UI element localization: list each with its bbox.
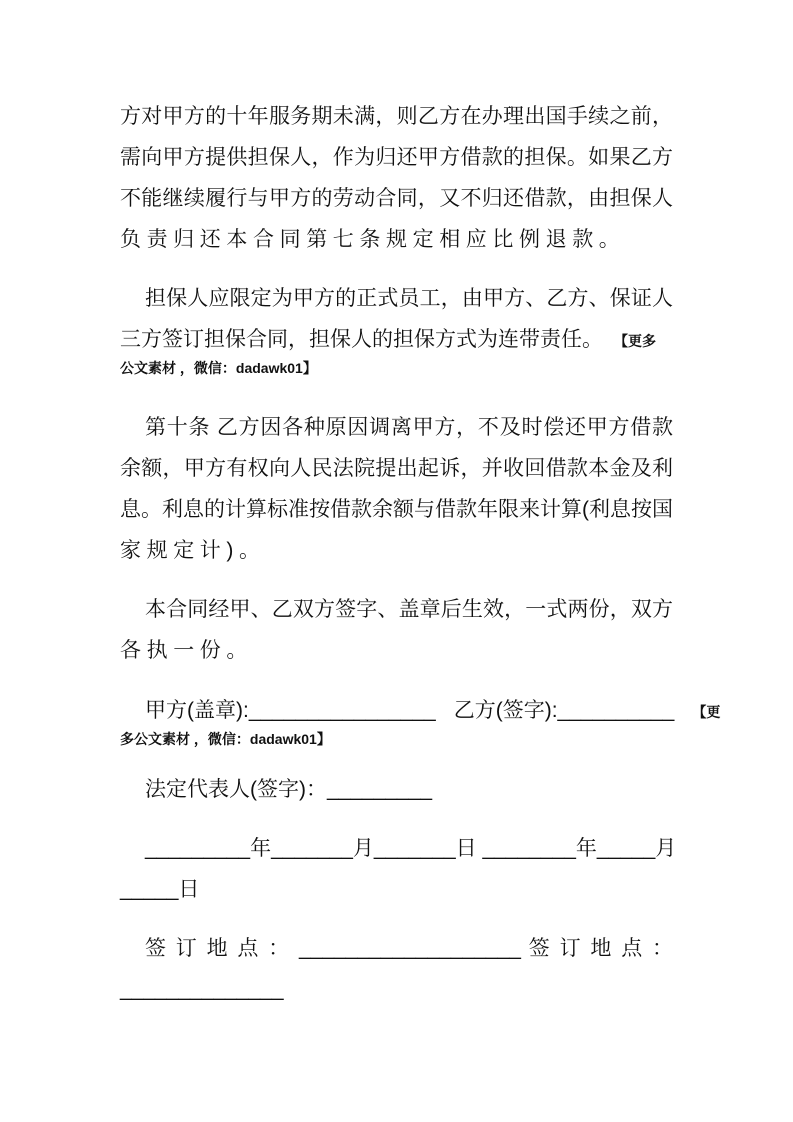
promo-note: 公文素材 ，微信：dadawk01】 <box>120 360 317 376</box>
paragraph-line: 方对甲方的十年服务期未满，则乙方在办理出国手续之前， <box>120 105 673 128</box>
party-a-signature: 甲方(盖章):________________ <box>145 699 436 722</box>
paragraph-text: 三方签订担保合同，担保人的担保方式为连带责任。 <box>120 328 603 351</box>
signing-place-line: ______________ <box>120 978 284 1001</box>
promo-note: 【更 <box>692 704 721 720</box>
paragraph-line: 担保人应限定为甲方的正式员工，由甲方、乙方、保证人 <box>145 287 673 310</box>
date-line: _____日 <box>120 878 200 901</box>
article-ten-line: 第十条 乙方因各种原因调离甲方，不及时偿还甲方借款 <box>145 416 673 439</box>
date-line: _________年_______月_______日 ________年_____月 <box>145 837 677 860</box>
signature-line <box>145 697 720 725</box>
paragraph-line: 本合同经甲、乙双方签字、盖章后生效，一式两份，双方 <box>145 598 673 621</box>
signing-place-line: 签 订 地 点 ： ___________________ 签 订 地 点 ： <box>145 937 673 960</box>
paragraph-line: 各执一份。 <box>120 639 253 662</box>
paragraph-line: 余额，甲方有权向人民法院提出起诉，并收回借款本金及利 <box>120 457 673 480</box>
promo-note: 【更多 <box>621 333 656 349</box>
paragraph-line: 负责归还本合同第七条规定相应比例退款。 <box>120 228 626 251</box>
paragraph-line: 家规定计)。 <box>120 539 266 562</box>
legal-representative-signature: 法定代表人(签字)：_________ <box>145 778 433 801</box>
paragraph-line: 需向甲方提供担保人，作为归还甲方借款的担保。如果乙方 <box>120 146 673 169</box>
promo-note: 多公文素材 ，微信：dadawk01】 <box>120 731 331 747</box>
paragraph-line: 不能继续履行与甲方的劳动合同，又不归还借款，由担保人 <box>120 187 673 210</box>
paragraph-line <box>120 326 656 354</box>
paragraph-line: 息。利息的计算标准按借款余额与借款年限来计算(利息按国 <box>120 498 673 521</box>
party-b-signature: 乙方(签字):__________ <box>453 699 675 722</box>
